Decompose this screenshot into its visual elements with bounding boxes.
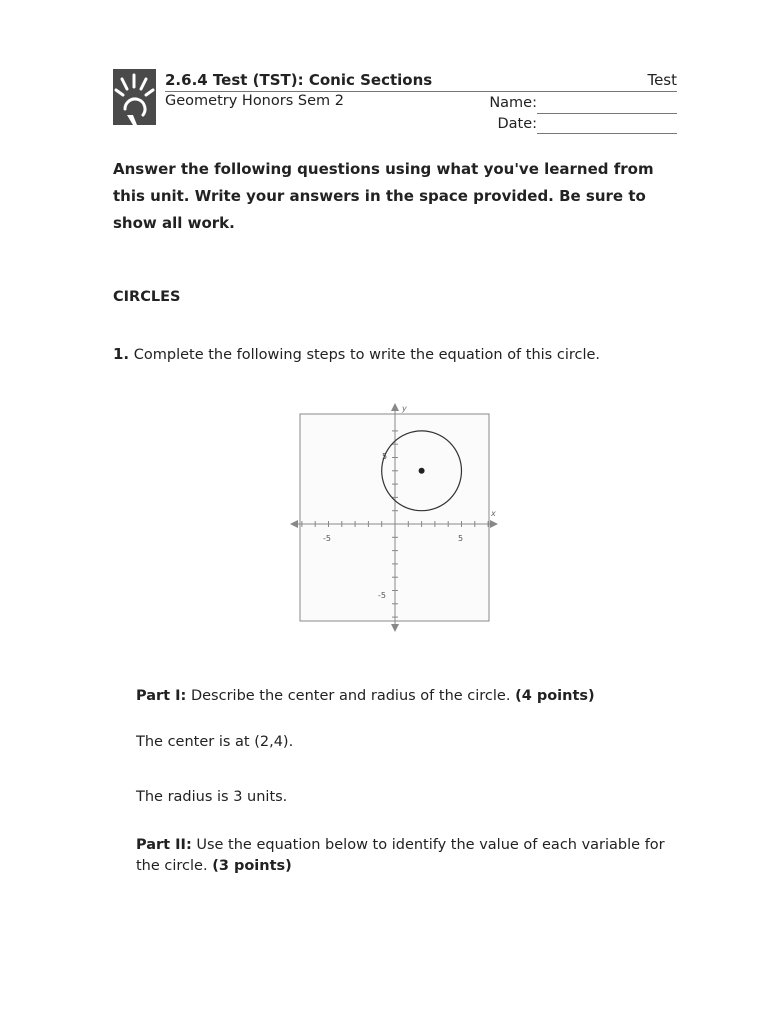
part-2-prompt bbox=[136, 835, 676, 877]
y-axis-up-arrow bbox=[391, 403, 399, 411]
x-tick-label-neg5: -5 bbox=[323, 534, 331, 543]
question-1 bbox=[113, 345, 600, 363]
x-axis-label: x bbox=[491, 509, 496, 518]
instructions: Answer the following questions using what you've learned from this unit. Write your answers in the space provided. Be sure to show all work. bbox=[113, 160, 654, 232]
x-axis-right-arrow bbox=[490, 520, 498, 528]
part-2-text: Use the equation below to identify the value of each variable for the circle. bbox=[136, 837, 665, 874]
center-answer[interactable]: The center is at (2,4). bbox=[136, 734, 294, 750]
section-title: CIRCLES bbox=[113, 289, 181, 305]
circle-center-point bbox=[419, 468, 425, 474]
name-label: Name: bbox=[489, 95, 537, 111]
question-text: Complete the following steps to write the equation of this circle. bbox=[133, 347, 601, 363]
header-divider bbox=[165, 91, 677, 92]
radius-answer[interactable]: The radius is 3 units. bbox=[136, 789, 288, 805]
date-label: Date: bbox=[497, 116, 537, 132]
document-title: 2.6.4 Test (TST): Conic Sections bbox=[165, 71, 433, 89]
course-name: Geometry Honors Sem 2 bbox=[165, 93, 344, 109]
document-type: Test bbox=[647, 71, 677, 89]
part-2-points: (3 points) bbox=[212, 858, 292, 874]
x-tick-label-5: 5 bbox=[458, 534, 464, 543]
y-tick-label-neg5: -5 bbox=[378, 591, 386, 600]
part-1-text: Describe the center and radius of the circle. bbox=[186, 688, 516, 704]
circle-graph bbox=[288, 400, 500, 635]
date-field[interactable] bbox=[537, 133, 677, 134]
name-field[interactable] bbox=[537, 113, 677, 114]
part-1-points: (4 points) bbox=[515, 688, 595, 704]
question-number: 1. bbox=[113, 345, 130, 363]
part-1-prompt bbox=[136, 686, 676, 707]
x-axis-left-arrow bbox=[290, 520, 298, 528]
y-axis-label: y bbox=[402, 404, 407, 413]
sun-logo-icon bbox=[113, 69, 156, 125]
y-axis-down-arrow bbox=[391, 624, 399, 632]
part-1-label: Part I: bbox=[136, 688, 187, 704]
y-tick-label-5: 5 bbox=[382, 452, 388, 461]
part-2-label: Part II: bbox=[136, 837, 192, 853]
